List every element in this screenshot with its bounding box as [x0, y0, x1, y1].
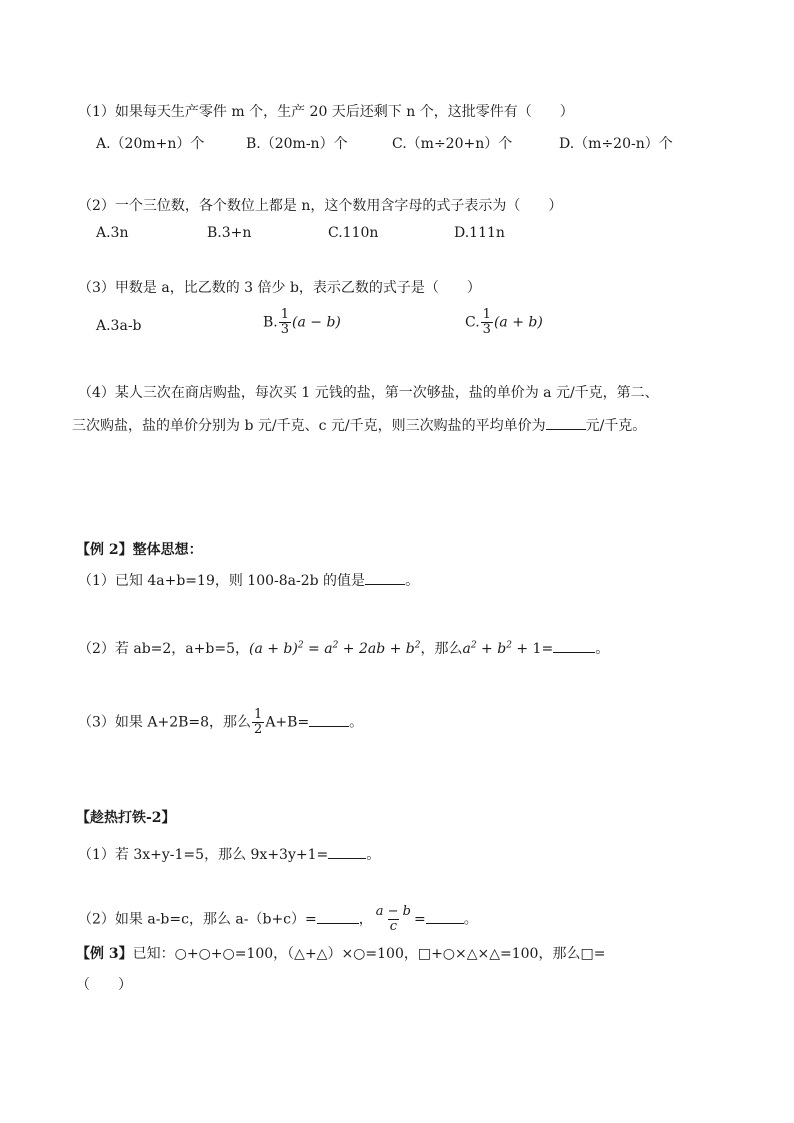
formula-mid: + 2ab + b: [338, 641, 415, 657]
fraction-denominator: 2: [254, 722, 263, 737]
q3-option-b-expr: (a − b): [292, 314, 341, 331]
exponent: 2: [297, 640, 304, 651]
fraction-numerator: 1: [280, 307, 290, 322]
q3-option-b-label: B.: [263, 314, 278, 331]
drill-part2-eq: =: [414, 911, 426, 928]
example-3-heading: 【例 3】: [76, 946, 133, 962]
q3-option-c-fraction: [481, 308, 493, 337]
q3-option-c-expr: (a + b): [493, 314, 543, 331]
ex3-answer: （ ）: [76, 977, 132, 993]
q3-stem: （3）甲数是 a，比乙数的 3 倍少 b，表示乙数的式子是（ ）: [78, 280, 481, 296]
q1-option-d: D.（m÷20-n）个: [559, 136, 673, 152]
ex2-part2-end: 。: [595, 641, 610, 657]
ex2-part1-end: 。: [405, 573, 420, 589]
ex2-part3-text: （3）如果 A+2B=8，那么: [78, 714, 252, 731]
drill-part1-end: 。: [366, 847, 381, 863]
q1-option-a: A.（20m+n）个: [96, 136, 205, 152]
answer-blank[interactable]: [328, 844, 366, 859]
drill-part2-end: 。: [463, 911, 478, 928]
expr-mid: + b: [476, 641, 507, 657]
drill-part2-fraction: [374, 905, 413, 934]
exponent: 2: [332, 640, 339, 651]
exponent: 2: [506, 640, 512, 651]
fraction-denominator: 3: [482, 322, 491, 337]
answer-blank[interactable]: [317, 909, 359, 924]
ex2-part3: [78, 708, 363, 737]
fraction-numerator: 1: [254, 707, 263, 722]
ex2-part1-text: （1）已知 4a+b=19，则 100-8a-2b 的值是: [78, 573, 366, 589]
fraction-numerator: 1: [482, 307, 491, 322]
drill-part2-comma: ，: [358, 911, 373, 928]
q3-option-c-label: C.: [465, 314, 480, 331]
q2-option-b: B.3+n: [207, 225, 252, 241]
q2-option-c: C.110n: [328, 225, 379, 241]
ex2-part2-expr: [463, 641, 512, 657]
ex2-part1: [78, 570, 419, 590]
q2-option-d: D.111n: [454, 225, 505, 241]
q4-line1: （4）某人三次在商店购盐，每次买 1 元钱的盐，第一次够盐，盐的单价为 a 元/千克，第二、: [78, 385, 659, 401]
ex3-line1: [76, 945, 605, 963]
ex2-part3-end: 。: [349, 714, 364, 731]
answer-blank[interactable]: [365, 570, 405, 585]
q1-option-c: C.（m÷20+n）个: [392, 136, 513, 152]
q4-line2: [72, 415, 646, 435]
q3-option-b-fraction: [279, 308, 291, 337]
example-2-heading: 【例 2】整体思想：: [76, 542, 203, 558]
answer-blank[interactable]: [426, 909, 464, 924]
drill-part1: [78, 844, 380, 864]
ex3-text: 已知：○+○+○=100，（△+△）×○=100，□+○×△×△=100，那么□=: [132, 946, 606, 962]
drill-heading: 【趁热打铁-2】: [76, 810, 176, 826]
q3-option-c: [465, 308, 543, 337]
exponent: 2: [470, 640, 477, 651]
answer-blank[interactable]: [546, 415, 586, 430]
q2-stem: （2）一个三位数，各个数位上都是 n，这个数用含字母的式子表示为（ ）: [78, 198, 563, 214]
ex2-part3-mid: A+B=: [265, 714, 310, 731]
q1-stem: （1）如果每天生产零件 m 个，生产 20 天后还剩下 n 个，这批零件有（ ）: [78, 104, 574, 120]
q3-option-a: A.3a-b: [96, 318, 142, 334]
ex2-part2-text: （2）若 ab=2，a+b=5，: [78, 641, 249, 657]
q4-line2-unit: 元/千克。: [585, 418, 647, 434]
drill-part1-text: （1）若 3x+y-1=5，那么 9x+3y+1=: [78, 847, 329, 863]
formula-eq: = a: [303, 641, 333, 657]
answer-blank[interactable]: [309, 712, 349, 727]
drill-part2-text: （2）如果 a-b=c，那么 a-（b+c）=: [78, 911, 317, 928]
answer-blank[interactable]: [553, 638, 595, 653]
drill-part2: [78, 905, 478, 934]
ex2-part2: [78, 638, 609, 658]
ex2-part2-then: ，那么: [420, 641, 463, 657]
fraction-denominator: 3: [280, 322, 290, 337]
formula-lhs: (a + b): [248, 641, 298, 657]
ex2-part2-formula: [249, 641, 421, 657]
expr-a: a: [462, 641, 471, 657]
ex2-part3-fraction: [252, 708, 264, 737]
q4-line2-text: 三次购盐，盐的单价分别为 b 元/千克、c 元/千克，则三次购盐的平均单价为: [72, 418, 546, 434]
fraction-denominator: c: [389, 919, 398, 934]
q2-option-a: A.3n: [96, 225, 129, 241]
expr-end: + 1=: [511, 641, 554, 657]
exponent: 2: [414, 640, 421, 651]
q1-option-b: B.（20m-n）个: [246, 136, 348, 152]
q3-option-b: [263, 308, 341, 337]
fraction-numerator: a − b: [375, 904, 411, 919]
